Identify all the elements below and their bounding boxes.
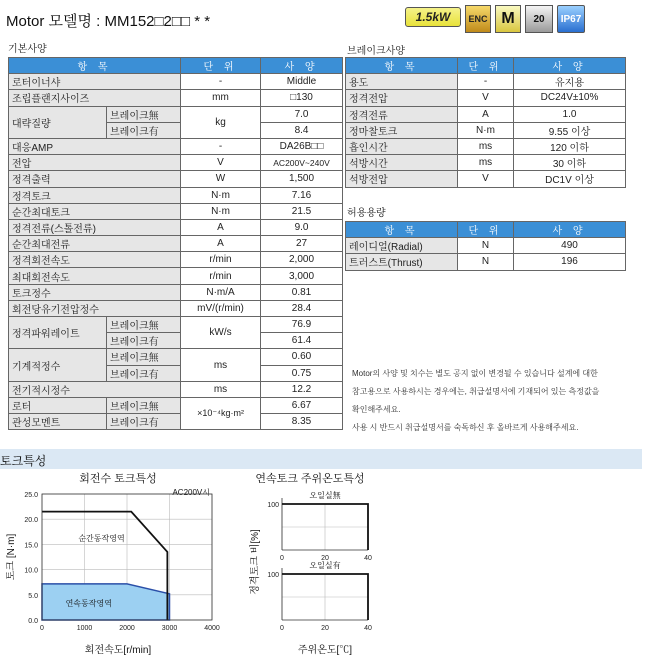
- note-line: 참고용으로 사용하시는 경우에는, 취급설명서에 기재되어 있는 측정값을: [352, 387, 600, 396]
- x-tick-label: 0: [40, 625, 44, 632]
- table-header-row: [9, 58, 343, 74]
- y-tick-label: 100: [267, 572, 279, 579]
- power-rating-badge: 1.5kW: [405, 7, 461, 27]
- chart-title: 연속토크 주위온도특성: [255, 473, 365, 485]
- table-row: 석방시간 ms 30 이하: [346, 155, 626, 171]
- table-row: 정격토크 N·m 7.16: [9, 187, 343, 203]
- y-tick-label: 10.0: [24, 567, 38, 575]
- chart-title: 회전수 토크특성: [79, 473, 157, 485]
- x-tick-label: 40: [364, 555, 372, 562]
- table-row: 최대회전속도 r/min 3,000: [9, 268, 343, 284]
- table-row: 석방전압 V DC1V 이상: [346, 171, 626, 187]
- middle-inertia-icon: M: [495, 5, 521, 33]
- spec-table: [8, 57, 343, 430]
- table-row: 순간최대전류 A 27: [9, 236, 343, 252]
- note-line: 확인해주세요.: [352, 405, 401, 414]
- panel-label: 오일실無: [309, 491, 341, 500]
- page-title: Motor 모델명 : MM152□2□□ * *: [6, 13, 211, 30]
- table-row: 브레이크有 61.4: [9, 333, 343, 349]
- y-tick-label: 0.0: [28, 618, 38, 625]
- table-row: 로터 브레이크無 ×10⁻⁴kg·m² 6.67: [9, 397, 343, 413]
- load-section-label: 허용용량: [347, 208, 386, 219]
- table-row: 관성모멘트 브레이크有 8.35: [9, 414, 343, 430]
- spec-section-label: 기본사양: [8, 44, 47, 55]
- y-tick-label: 100: [267, 502, 279, 509]
- x-tick-label: 20: [321, 555, 329, 562]
- temperature-torque-chart: [240, 470, 390, 659]
- x-tick-label: 20: [321, 625, 329, 632]
- table-row: 정마찰토크 N·m 9.55 이상: [346, 122, 626, 138]
- x-axis-label: 주위온도[℃]: [297, 645, 353, 656]
- chart-annotation: AC200V시: [172, 488, 210, 497]
- load-table: [345, 221, 626, 271]
- encoder-icon: ENC: [465, 5, 491, 33]
- table-row: 정격회전속도 r/min 2,000: [9, 252, 343, 268]
- table-row: 전기적시정수 ms 12.2: [9, 381, 343, 397]
- table-row: 브레이크有 0.75: [9, 365, 343, 381]
- y-tick-label: 15.0: [24, 542, 38, 550]
- y-axis-label: 토크 [N·m]: [6, 533, 17, 581]
- x-tick-label: 3000: [161, 625, 178, 632]
- table-header-row: 항 목 단 위 사 양: [346, 58, 626, 74]
- col-header-unit: 단 위: [181, 58, 261, 74]
- y-tick-label: 5.0: [28, 592, 38, 600]
- y-tick-label: 25.0: [24, 492, 38, 499]
- encoder-bit-icon: 20: [525, 5, 553, 33]
- continuous-region-label: 연속동작영역: [65, 598, 112, 608]
- table-row: 대략질량 브레이크無 kg 7.0: [9, 106, 343, 122]
- speed-torque-chart: [0, 470, 235, 659]
- table-row: 대응AMP - DA26B□□: [9, 138, 343, 154]
- note-line: Motor의 사양 및 치수는 별도 공지 없이 변경될 수 있습니다 설계에 대한: [352, 369, 598, 378]
- y-axis-label: 정격토크 비[%]: [250, 529, 261, 595]
- table-row: 정격전류(스톨전류) A 9.0: [9, 219, 343, 235]
- torque-section-band: [0, 449, 642, 469]
- torque-section-label: 토크특성: [0, 454, 47, 468]
- x-axis-label: 회전속도[r/min]: [84, 645, 152, 656]
- table-row: 레이디얼(Radial) N 490: [346, 238, 626, 254]
- table-row: 기계적정수 브레이크無 ms 0.60: [9, 349, 343, 365]
- col-header-item: 항 목: [9, 58, 181, 74]
- x-tick-label: 4000: [204, 625, 220, 632]
- x-tick-label: 0: [280, 555, 284, 562]
- note-line: 사용 시 반드시 취급설명서를 숙독하신 후 올바르게 사용해주세요.: [352, 423, 579, 432]
- brake-section-label: 브레이크사양: [347, 46, 405, 57]
- table-row: 조립플랜지사이즈 mm □130: [9, 90, 343, 106]
- table-row: 브레이크有 8.4: [9, 122, 343, 138]
- x-tick-label: 2000: [119, 625, 135, 632]
- table-row: 흡인시간 ms 120 이하: [346, 138, 626, 154]
- table-row: 로터이너샤 - Middle: [9, 74, 343, 90]
- x-tick-label: 0: [280, 625, 284, 632]
- col-header-value: 사 양: [261, 58, 343, 74]
- table-row: 회전당유기전압정수 mV/(r/min) 28.4: [9, 300, 343, 316]
- y-tick-label: 20.0: [24, 517, 38, 525]
- table-row: 전압 V AC200V~240V: [9, 155, 343, 171]
- peak-region-label: 순간동작영역: [78, 533, 125, 543]
- table-row: 정격전압 V DC24V±10%: [346, 90, 626, 106]
- badge-row: [405, 5, 585, 33]
- table-row: 순간최대토크 N·m 21.5: [9, 203, 343, 219]
- ip67-icon: IP67: [557, 5, 585, 33]
- table-row: 정격파워레이트 브레이크無 kW/s 76.9: [9, 317, 343, 333]
- table-header-row: 항 목 단 위 사 양: [346, 222, 626, 238]
- table-row: 토크정수 N·m/A 0.81: [9, 284, 343, 300]
- x-tick-label: 1000: [76, 625, 93, 632]
- table-row: 트러스트(Thrust) N 196: [346, 254, 626, 270]
- table-row: 정격전류 A 1.0: [346, 106, 626, 122]
- panel-label: 오일실有: [309, 561, 341, 570]
- x-tick-label: 40: [364, 625, 372, 632]
- table-row: 정격출력 W 1,500: [9, 171, 343, 187]
- table-row: 용도 - 유지용: [346, 74, 626, 90]
- brake-table: [345, 57, 626, 188]
